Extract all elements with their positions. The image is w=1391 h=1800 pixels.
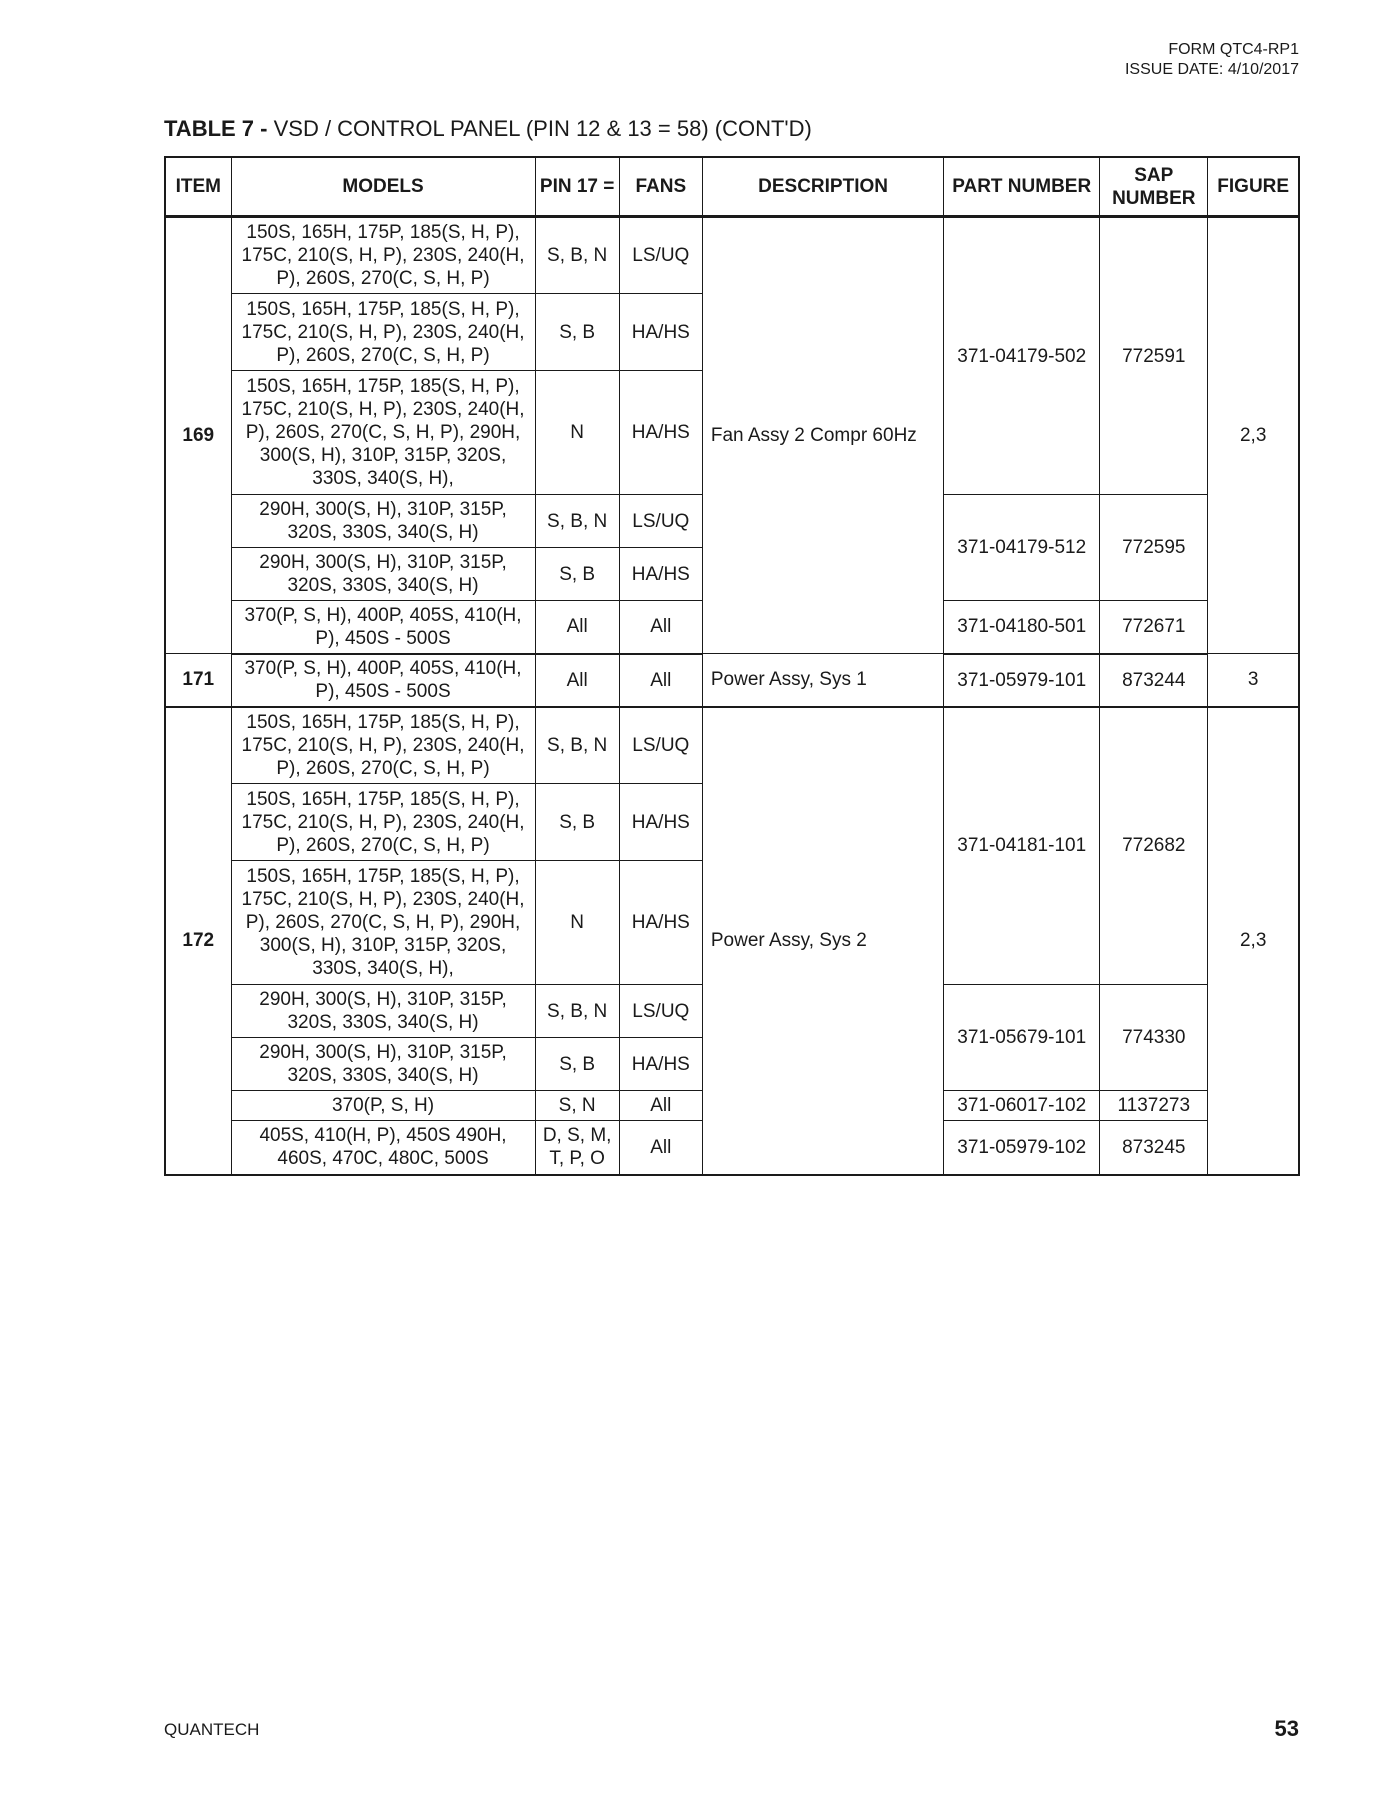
col-models: MODELS [231, 157, 535, 217]
fans-cell: All [619, 1121, 702, 1175]
table-row [165, 217, 1299, 294]
col-item: ITEM [165, 157, 231, 217]
fans-cell: LS/UQ [619, 985, 702, 1038]
sap-number-cell: 1137273 [1100, 1091, 1208, 1121]
models-cell: 370(P, S, H), 400P, 405S, 410(H, P), 450S - 500S [231, 654, 535, 707]
pin17-cell: All [535, 654, 619, 707]
item-number: 171 [165, 654, 231, 707]
models-cell: 370(P, S, H), 400P, 405S, 410(H, P), 450S - 500S [231, 601, 535, 654]
models-cell: 150S, 165H, 175P, 185(S, H, P), 175C, 210(S, H, P), 230S, 240(H, P), 260S, 270(C, S, H, P) [231, 294, 535, 371]
pin17-cell: S, B, N [535, 707, 619, 784]
table-title-text: VSD / CONTROL PANEL (PIN 12 & 13 = 58) (CONT'D) [267, 116, 812, 141]
pin17-cell: S, B [535, 294, 619, 371]
part-number-cell: 371-04179-512 [944, 495, 1100, 601]
models-cell: 405S, 410(H, P), 450S 490H, 460S, 470C, 480C, 500S [231, 1121, 535, 1175]
figure-cell: 2,3 [1208, 707, 1299, 1175]
fans-cell: All [619, 1091, 702, 1121]
pin17-cell: S, N [535, 1091, 619, 1121]
col-sap-number: SAP NUMBER [1100, 157, 1208, 217]
sap-number-cell: 772682 [1100, 707, 1208, 985]
sap-number-cell: 873245 [1100, 1121, 1208, 1175]
table-header-row [165, 157, 1299, 217]
part-number-cell: 371-05679-101 [944, 985, 1100, 1091]
sap-number-cell: 873244 [1100, 654, 1208, 707]
figure-cell: 3 [1208, 654, 1299, 707]
pin17-cell: D, S, M, T, P, O [535, 1121, 619, 1175]
fans-cell: HA/HS [619, 294, 702, 371]
table-title-prefix: TABLE 7 - [164, 116, 268, 141]
part-number-cell: 371-05979-102 [944, 1121, 1100, 1175]
footer-brand: QUANTECH [164, 1720, 260, 1739]
models-cell: 290H, 300(S, H), 310P, 315P, 320S, 330S, 340(S, H) [231, 495, 535, 548]
figure-cell: 2,3 [1208, 217, 1299, 654]
fans-cell: All [619, 654, 702, 707]
page-number: 53 [1274, 1716, 1299, 1741]
part-number-cell: 371-04180-501 [944, 601, 1100, 654]
fans-cell: HA/HS [619, 1038, 702, 1091]
pin17-cell: S, B, N [535, 495, 619, 548]
models-cell: 150S, 165H, 175P, 185(S, H, P), 175C, 210(S, H, P), 230S, 240(H, P), 260S, 270(C, S, H, P) [231, 784, 535, 861]
fans-cell: LS/UQ [619, 707, 702, 784]
parts-table [164, 156, 1300, 1176]
models-cell: 150S, 165H, 175P, 185(S, H, P), 175C, 210(S, H, P), 230S, 240(H, P), 260S, 270(C, S, H, P), 290H, 300(S, H), 310P, 315P, 320S, 330S, 340(S, H), [231, 371, 535, 495]
part-number-cell: 371-06017-102 [944, 1091, 1100, 1121]
col-pin17: PIN 17 = [535, 157, 619, 217]
fans-cell: HA/HS [619, 371, 702, 495]
fans-cell: All [619, 601, 702, 654]
part-number-cell: 371-04181-101 [944, 707, 1100, 985]
models-cell: 290H, 300(S, H), 310P, 315P, 320S, 330S, 340(S, H) [231, 548, 535, 601]
col-figure: FIGURE [1208, 157, 1299, 217]
sap-number-cell: 774330 [1100, 985, 1208, 1091]
models-cell: 150S, 165H, 175P, 185(S, H, P), 175C, 210(S, H, P), 230S, 240(H, P), 260S, 270(C, S, H, P) [231, 707, 535, 784]
sap-number-cell: 772591 [1100, 217, 1208, 495]
col-part-number: PART NUMBER [944, 157, 1100, 217]
pin17-cell: S, B, N [535, 985, 619, 1038]
part-number-cell: 371-04179-502 [944, 217, 1100, 495]
col-fans: FANS [619, 157, 702, 217]
fans-cell: LS/UQ [619, 495, 702, 548]
pin17-cell: S, B [535, 548, 619, 601]
description-cell: Fan Assy 2 Compr 60Hz [702, 217, 943, 654]
table-row [165, 654, 1299, 707]
pin17-cell: N [535, 371, 619, 495]
pin17-cell: All [535, 601, 619, 654]
part-number-cell: 371-05979-101 [944, 654, 1100, 707]
sap-number-cell: 772595 [1100, 495, 1208, 601]
models-cell: 150S, 165H, 175P, 185(S, H, P), 175C, 210(S, H, P), 230S, 240(H, P), 260S, 270(C, S, H, P) [231, 217, 535, 294]
models-cell: 370(P, S, H) [231, 1091, 535, 1121]
item-number: 169 [165, 217, 231, 654]
table-title [164, 116, 812, 142]
pin17-cell: S, B [535, 784, 619, 861]
models-cell: 290H, 300(S, H), 310P, 315P, 320S, 330S, 340(S, H) [231, 985, 535, 1038]
description-cell: Power Assy, Sys 2 [702, 707, 943, 1175]
issue-date: ISSUE DATE: 4/10/2017 [1124, 61, 1299, 78]
col-description: DESCRIPTION [702, 157, 943, 217]
table-row [165, 707, 1299, 784]
form-header [1125, 40, 1299, 80]
item-number: 172 [165, 707, 231, 1175]
pin17-cell: S, B [535, 1038, 619, 1091]
description-cell: Power Assy, Sys 1 [702, 654, 943, 707]
fans-cell: LS/UQ [619, 217, 702, 294]
pin17-cell: S, B, N [535, 217, 619, 294]
fans-cell: HA/HS [619, 548, 702, 601]
form-number: FORM QTC4-RP1 [1168, 41, 1299, 58]
fans-cell: HA/HS [619, 861, 702, 985]
fans-cell: HA/HS [619, 784, 702, 861]
sap-number-cell: 772671 [1100, 601, 1208, 654]
pin17-cell: N [535, 861, 619, 985]
models-cell: 290H, 300(S, H), 310P, 315P, 320S, 330S, 340(S, H) [231, 1038, 535, 1091]
models-cell: 150S, 165H, 175P, 185(S, H, P), 175C, 210(S, H, P), 230S, 240(H, P), 260S, 270(C, S, H, P), 290H, 300(S, H), 310P, 315P, 320S, 330S, 340(S, H), [231, 861, 535, 985]
